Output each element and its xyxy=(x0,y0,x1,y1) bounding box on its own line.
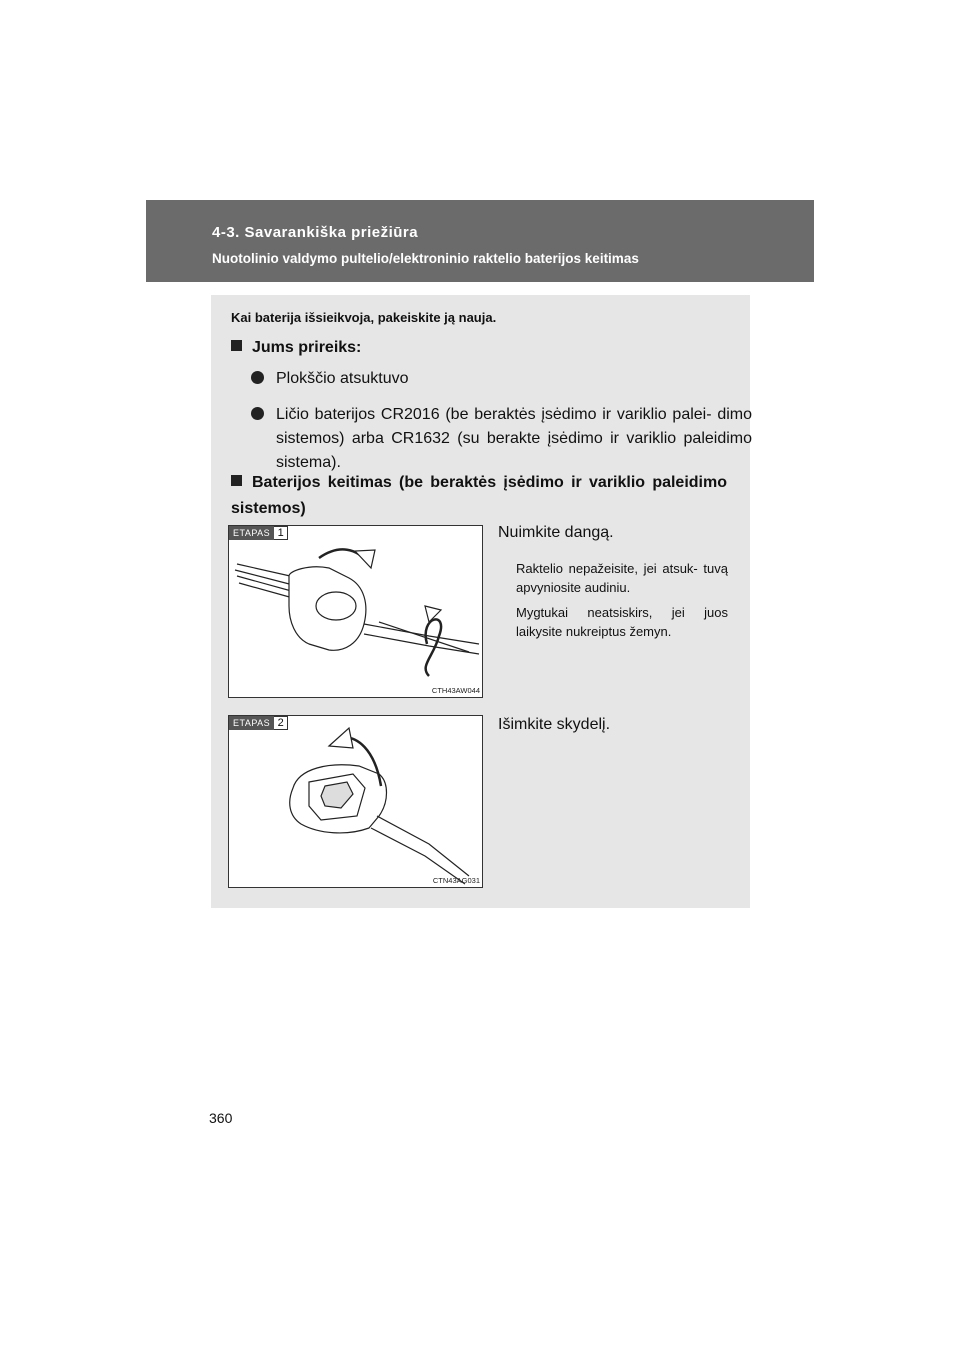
step1-text: Nuimkite dangą. xyxy=(498,524,614,541)
page-number: 360 xyxy=(209,1110,233,1126)
intro-text: Kai baterija išsieikvoja, pakeiskite ją nauja. xyxy=(231,310,497,325)
section-title: 4-3. Savarankiška priežiūra xyxy=(212,224,419,241)
content-panel xyxy=(211,295,750,908)
step2-text: Išimkite skydelį. xyxy=(498,716,611,733)
bullet-icon xyxy=(251,407,264,420)
step1-figure-code: CTH43AW044 xyxy=(431,686,480,695)
square-bullet-icon xyxy=(231,475,242,486)
step1-tag: ETAPAS 1 xyxy=(229,526,288,540)
needs-heading: Jums prireiks: xyxy=(231,339,361,357)
square-bullet-icon xyxy=(231,340,242,351)
needs-item-screwdriver: Plokščio atsuktuvo xyxy=(251,367,409,391)
key-cover-removal-drawing xyxy=(229,526,482,697)
step2-tag: ETAPAS 2 xyxy=(229,716,288,730)
section-subtitle: Nuotolinio valdymo pultelio/elektroninio raktelio baterijos keitimas xyxy=(212,251,639,266)
bullet-icon xyxy=(251,371,264,384)
section-header xyxy=(146,200,814,282)
key-panel-removal-drawing xyxy=(229,716,482,887)
step2-figure-code: CTN43AG031 xyxy=(432,876,480,885)
step1-illustration xyxy=(228,525,483,698)
step2-illustration xyxy=(228,715,483,888)
step1-note-1: Raktelio nepažeisite, jei atsuk- tuvą apvyniosite audiniu. xyxy=(516,561,728,595)
replace-heading: Baterijos keitimas (be beraktės įsėdimo ir variklio paleidimo sistemos) xyxy=(231,474,727,517)
step1-note-2: Mygtukai neatsiskirs, jei juos laikysite nukreiptus žemyn. xyxy=(516,605,728,639)
needs-item-battery: Ličio baterijos CR2016 (be beraktės įsėdimo ir variklio palei- dimo sistemos) arba CR1632 (su berakte įsėdimo ir variklio paleidimo sistema). xyxy=(251,403,752,475)
